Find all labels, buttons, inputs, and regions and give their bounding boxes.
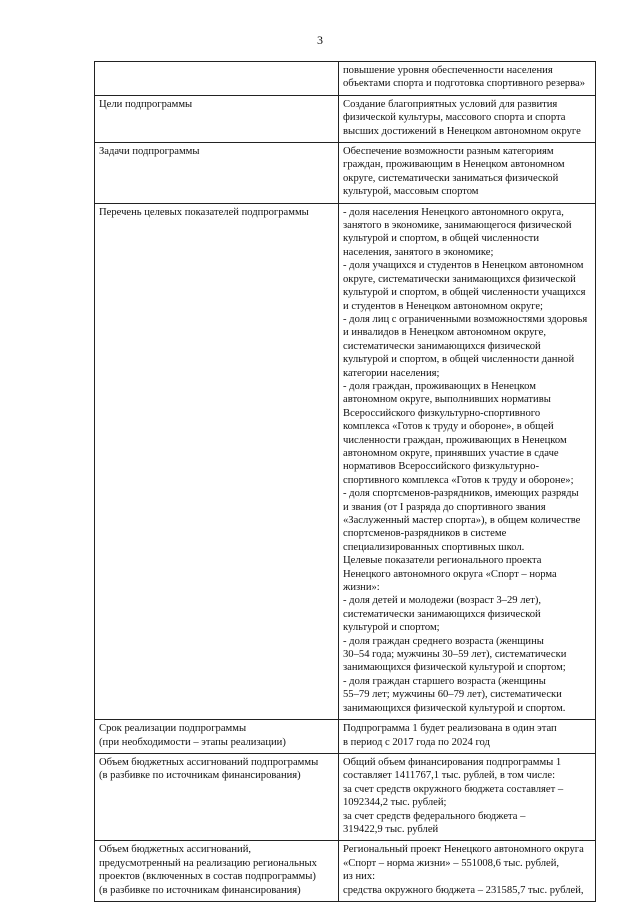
cell-text-line: автономном округе, выполнивших нормативы <box>343 394 551 406</box>
cell-text-line: культурой и спортом; <box>343 622 440 634</box>
cell-text-line: округе, систематически занимающихся физической <box>343 273 576 285</box>
cell-text-line: - доля граждан, проживающих в Ненецком <box>343 380 536 392</box>
row-label-cell <box>95 95 339 142</box>
cell-text-line: 55–79 лет; мужчины 60–79 лет), систематически <box>343 689 562 701</box>
cell-text-line: Общий объем финансирования подпрограммы 1 <box>343 756 562 768</box>
row-value-cell <box>339 95 596 142</box>
cell-text-line: физической культуры, массового спорта и спорта <box>343 112 566 124</box>
table-row <box>95 753 596 840</box>
cell-text-line: 319422,9 тыс. рублей <box>343 823 439 835</box>
row-label-cell <box>95 62 339 96</box>
cell-text-line: - доля детей и молодежи (возраст 3–29 лет), <box>343 595 542 607</box>
cell-text-line: и инвалидов в Ненецком автономном округе, <box>343 327 546 339</box>
cell-text-line: Региональный проект Ненецкого автономного округа <box>343 844 584 856</box>
cell-text-line: - доля граждан среднего возраста (женщины <box>343 635 544 647</box>
cell-text-line: за счет средств федерального бюджета – <box>343 810 526 822</box>
cell-text-line: Объем бюджетных ассигнований, <box>99 844 252 856</box>
cell-text-line: из них: <box>343 871 376 883</box>
page-number: 3 <box>317 33 323 47</box>
cell-text-line: систематически занимающихся физической <box>343 608 541 620</box>
cell-text-line: - доля граждан старшего возраста (женщины <box>343 675 546 687</box>
row-label-cell <box>95 841 339 902</box>
cell-text-line: и звания (от I разряда до спортивного звания <box>343 501 546 513</box>
cell-text-line: граждан, проживающим в Ненецком автономном <box>343 159 565 171</box>
cell-text-line: Срок реализации подпрограммы <box>99 723 247 735</box>
row-value-cell <box>339 203 596 719</box>
cell-text-line: составляет 1411767,1 тыс. рублей, в том числе: <box>343 770 556 782</box>
cell-text-line: занимающихся физической культурой и спортом; <box>343 662 566 674</box>
cell-text-line: средства окружного бюджета – 231585,7 тыс. рублей, <box>343 884 584 896</box>
cell-text-line: за счет средств окружного бюджета составляет – <box>343 783 564 795</box>
subprogram-passport-table <box>94 61 596 902</box>
cell-text-line: культурой и спортом, в общей численности учащихся <box>343 287 586 299</box>
cell-text-line: - доля населения Ненецкого автономного округа, <box>343 206 564 218</box>
cell-text-line: Целевые показатели регионального проекта <box>343 555 542 567</box>
cell-text-line: жизни»: <box>343 582 380 594</box>
row-label-cell <box>95 720 339 754</box>
row-value-cell <box>339 62 596 96</box>
table-row <box>95 62 596 96</box>
cell-text-line: 1092344,2 тыс. рублей; <box>343 797 447 809</box>
cell-text-line: спортсменов-разрядников в системе <box>343 528 507 540</box>
cell-text-line: Подпрограмма 1 будет реализована в один этап <box>343 723 557 735</box>
row-label-cell <box>95 753 339 840</box>
cell-text-line: специализированных спортивных школ. <box>343 541 525 553</box>
cell-text-line: - доля учащихся и студентов в Ненецком автономном <box>343 260 584 272</box>
cell-text-line: проектов (включенных в состав подпрограммы) <box>99 871 316 883</box>
cell-text-line: 30–54 года; мужчины 30–59 лет), систематически <box>343 649 567 661</box>
cell-text-line: объектами спорта и подготовка спортивного резерва» <box>343 78 586 90</box>
cell-text-line: - доля спортсменов-разрядников, имеющих разряды <box>343 488 579 500</box>
cell-text-line: в период с 2017 года по 2024 год <box>343 736 490 748</box>
row-value-cell <box>339 841 596 902</box>
row-value-cell <box>339 143 596 204</box>
cell-text-line: спортивного комплекса «Готов к труду и обороне»; <box>343 474 574 486</box>
cell-text-line: Задачи подпрограммы <box>99 146 200 158</box>
cell-text-line: населения, занятого в экономике; <box>343 246 494 258</box>
cell-text-line: высших достижений в Ненецком автономном округе <box>343 125 581 137</box>
cell-text-line: занимающихся физической культурой и спортом. <box>343 702 566 714</box>
cell-text-line: Перечень целевых показателей подпрограммы <box>99 206 309 218</box>
cell-text-line: (при необходимости – этапы реализации) <box>99 736 286 748</box>
cell-text-line: и студентов в Ненецком автономном округе; <box>343 300 543 312</box>
cell-text-line: комплекса «Готов к труду и обороне», в общей <box>343 421 554 433</box>
cell-text-line: численности граждан, проживающих в Ненецком <box>343 434 567 446</box>
row-label-cell <box>95 143 339 204</box>
cell-text-line: предусмотренный на реализацию региональных <box>99 857 317 869</box>
table-row <box>95 203 596 719</box>
cell-text-line: нормативов Всероссийского физкультурно- <box>343 461 540 473</box>
cell-text-line: Обеспечение возможности разным категориям <box>343 146 554 158</box>
cell-text-line: Объем бюджетных ассигнований подпрограммы <box>99 756 319 768</box>
cell-text-line: - доля лиц с ограниченными возможностями здоровья <box>343 313 588 325</box>
cell-text-line: (в разбивке по источникам финансирования) <box>99 770 301 782</box>
cell-text-line: округе, систематически заниматься физической <box>343 172 559 184</box>
row-value-cell <box>339 720 596 754</box>
cell-text-line: повышение уровня обеспеченности населения <box>343 65 553 76</box>
table-row <box>95 95 596 142</box>
row-label-cell <box>95 203 339 719</box>
cell-text-line: культурой и спортом, в общей численности данной <box>343 354 575 366</box>
cell-text-line: «Заслуженный мастер спорта»), в общем количестве <box>343 515 581 526</box>
cell-text-line: культурой и спортом, в общей численности <box>343 233 540 245</box>
cell-text-line: «Спорт – норма жизни» – 551008,6 тыс. рублей, <box>343 857 560 869</box>
row-value-cell <box>339 753 596 840</box>
cell-text-line: Создание благоприятных условий для развития <box>343 98 558 110</box>
table-row <box>95 720 596 754</box>
cell-text-line: автономном округе, принявших участие в сдаче <box>343 447 559 459</box>
cell-text-line: занятого в экономике, занимающегося физической <box>343 220 572 232</box>
cell-text-line: (в разбивке по источникам финансирования) <box>99 884 301 896</box>
cell-text-line: категории населения; <box>343 367 440 379</box>
table-row <box>95 143 596 204</box>
cell-text-line: систематически занимающихся физической <box>343 340 541 352</box>
cell-text-line: Всероссийского физкультурно-спортивного <box>343 407 541 419</box>
cell-text-line: культурой, массовым спортом <box>343 186 479 198</box>
table-row <box>95 841 596 902</box>
cell-text-line: Ненецкого автономного округа «Спорт – норма <box>343 568 557 580</box>
cell-text-line: Цели подпрограммы <box>99 98 193 110</box>
